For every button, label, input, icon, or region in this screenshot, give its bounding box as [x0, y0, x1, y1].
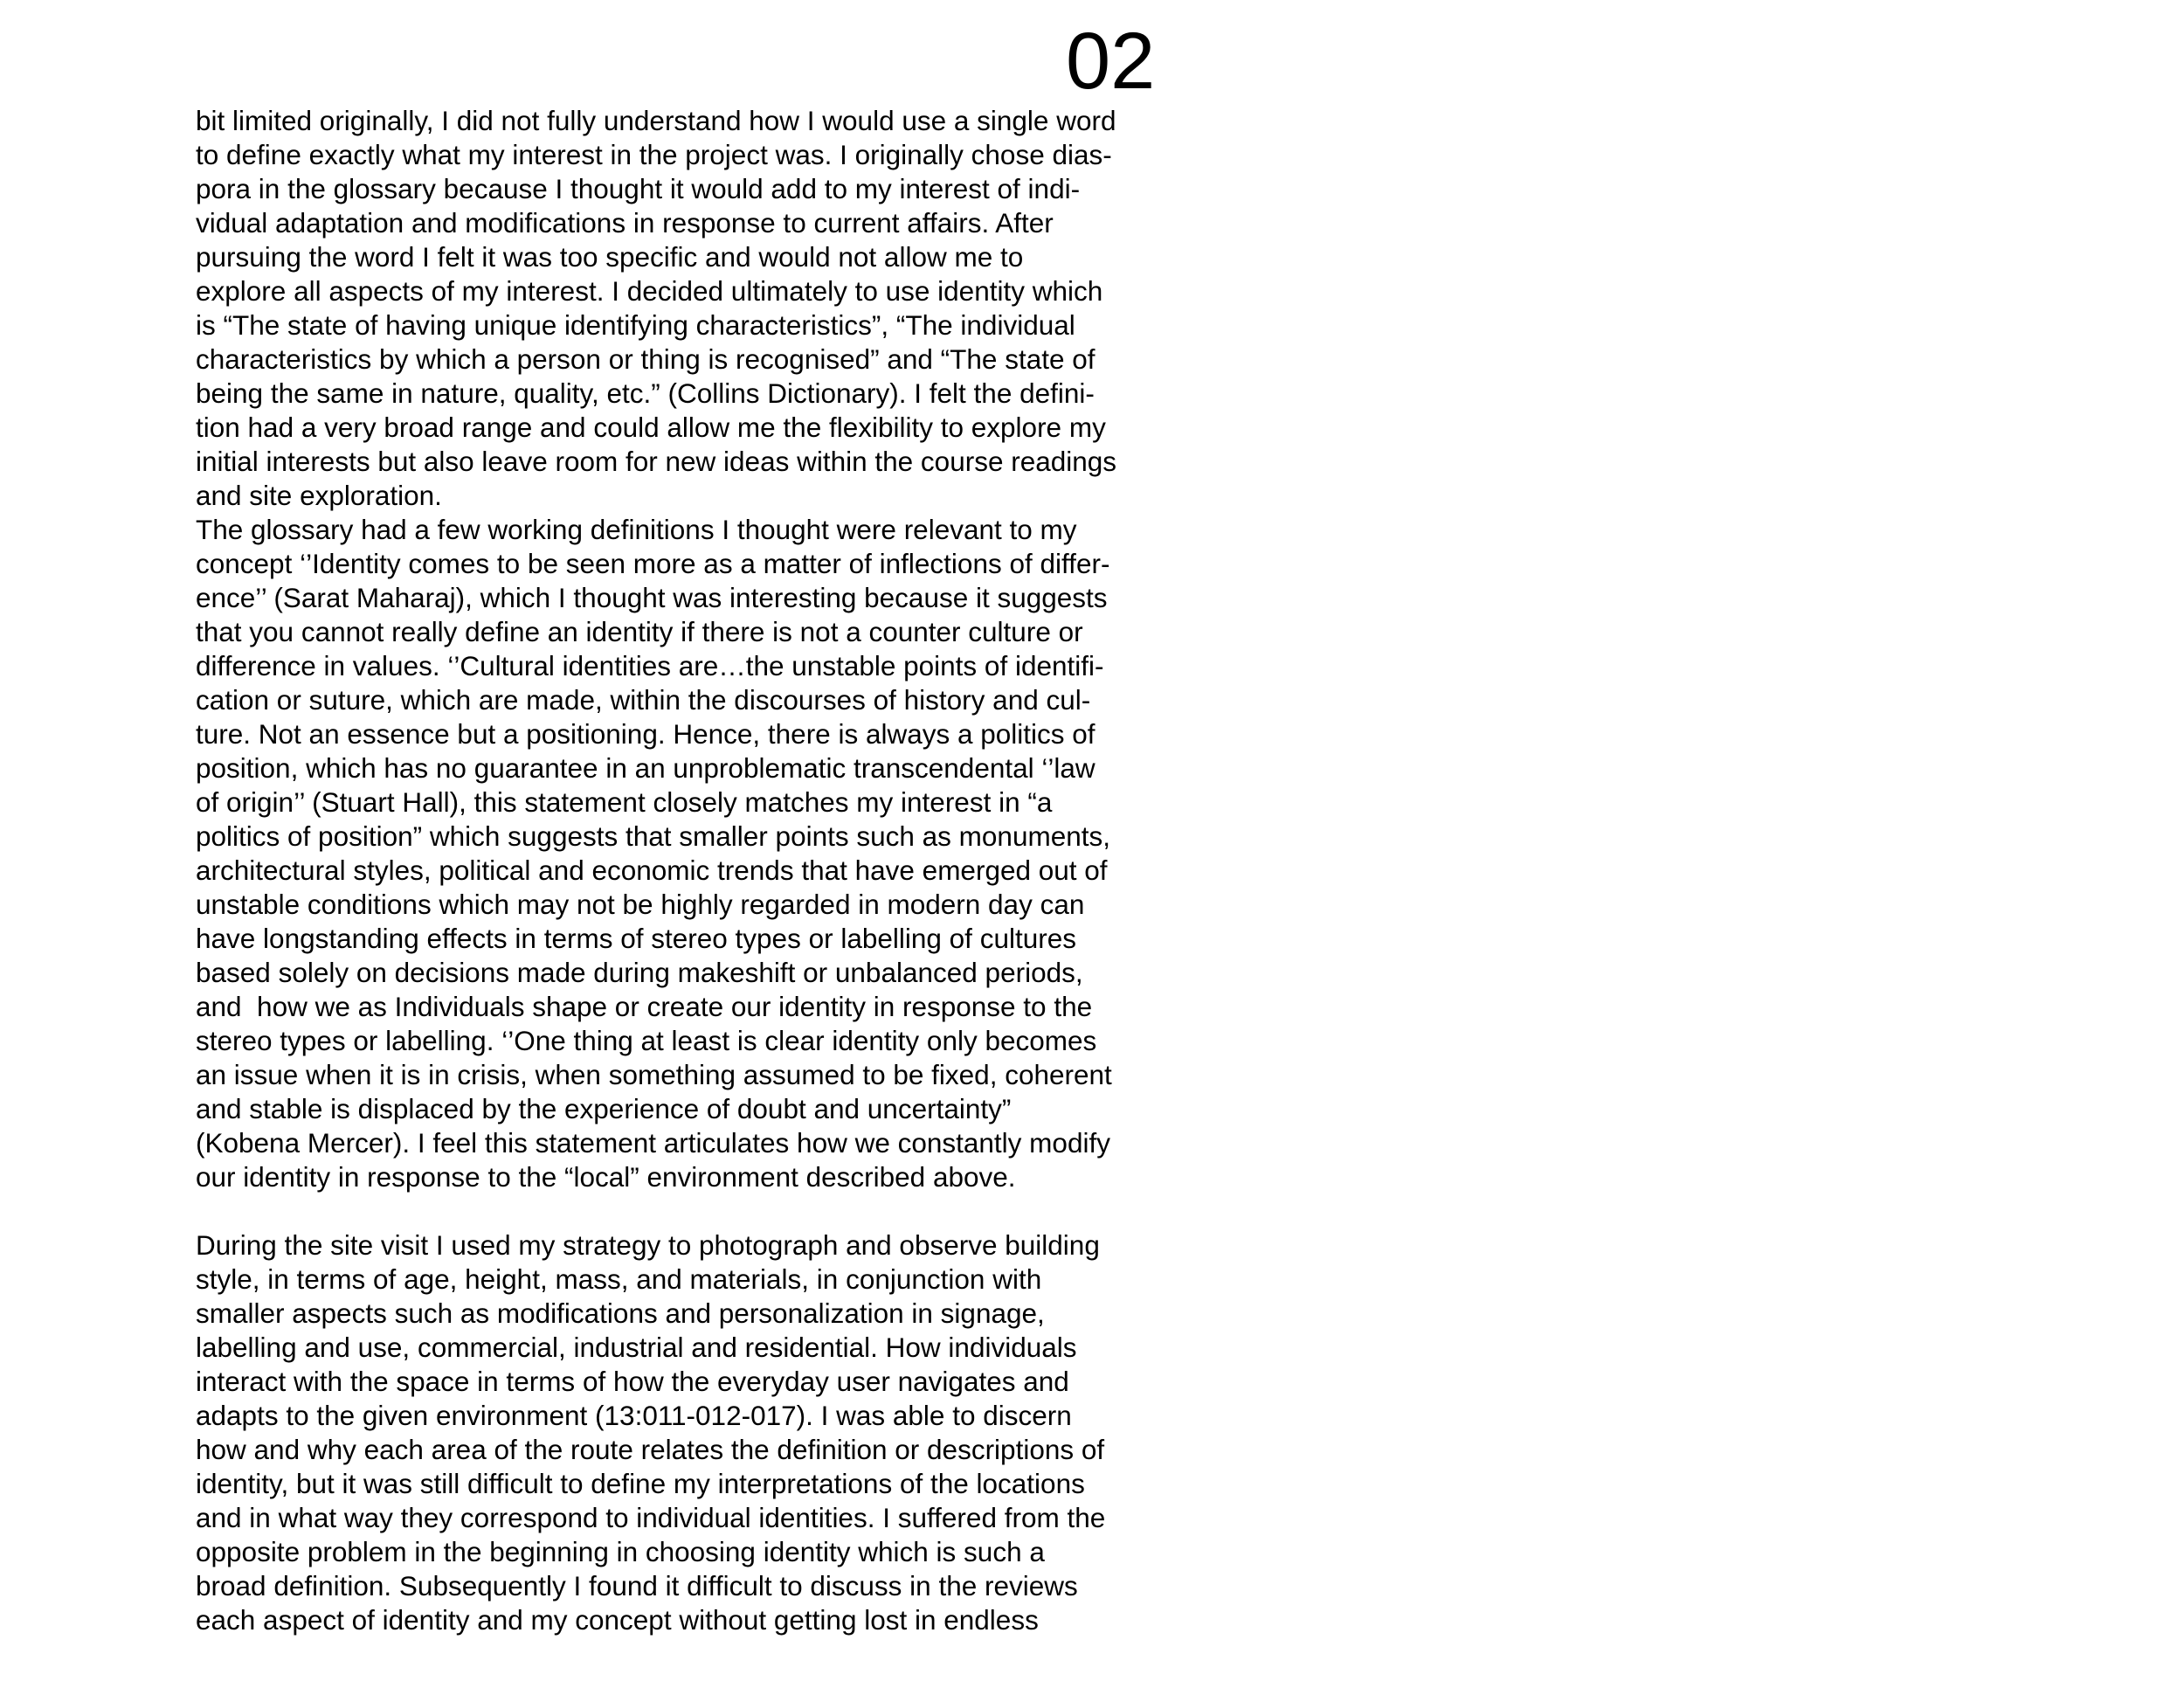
- paragraph-spacer: [196, 1194, 1165, 1228]
- text-line: characteristics by which a person or thing is recognised” and “The state of: [196, 343, 1095, 375]
- text-line: During the site visit I used my strategy to photograph and observe building: [196, 1229, 1100, 1261]
- text-line: and in what way they correspond to individual identities. I suffered from the: [196, 1502, 1106, 1533]
- text-line: and site exploration.: [196, 480, 442, 511]
- text-line: our identity in response to the “local” environment described above.: [196, 1161, 1016, 1193]
- text-line: position, which has no guarantee in an unproblematic transcendental ‘’law: [196, 752, 1095, 784]
- text-line: stereo types or labelling. ‘’One thing at least is clear identity only becomes: [196, 1025, 1097, 1056]
- text-line: each aspect of identity and my concept without getting lost in endless: [196, 1604, 1039, 1636]
- text-line: cation or suture, which are made, within the discourses of history and cul-: [196, 684, 1091, 716]
- text-line: is “The state of having unique identifying characteristics”, “The individual: [196, 309, 1075, 341]
- text-line: concept ‘’Identity comes to be seen more as a matter of inflections of differ-: [196, 548, 1110, 579]
- text-line: broad definition. Subsequently I found it difficult to discuss in the reviews: [196, 1570, 1078, 1602]
- text-line: of origin’’ (Stuart Hall), this statement closely matches my interest in “a: [196, 786, 1053, 818]
- text-line: have longstanding effects in terms of stereo types or labelling of cultures: [196, 923, 1076, 954]
- text-line: ture. Not an essence but a positioning. Hence, there is always a politics of: [196, 718, 1095, 750]
- text-line: identity, but it was still difficult to define my interpretations of the locations: [196, 1468, 1085, 1499]
- text-line: that you cannot really define an identity if there is not a counter culture or: [196, 616, 1083, 647]
- text-line: labelling and use, commercial, industrial and residential. How individuals: [196, 1332, 1077, 1363]
- paragraph: [196, 104, 1165, 513]
- text-line: bit limited originally, I did not fully understand how I would use a single word: [196, 105, 1116, 136]
- text-line: The glossary had a few working definitions I thought were relevant to my: [196, 514, 1077, 545]
- text-line: style, in terms of age, height, mass, and materials, in conjunction with: [196, 1263, 1042, 1295]
- body-text: [196, 104, 1165, 1637]
- text-line: tion had a very broad range and could allow me the flexibility to explore my: [196, 412, 1106, 443]
- paragraph: [196, 1228, 1165, 1637]
- text-line: pursuing the word I felt it was too specific and would not allow me to: [196, 241, 1024, 273]
- text-line: an issue when it is in crisis, when something assumed to be fixed, coherent: [196, 1059, 1112, 1090]
- text-line: unstable conditions which may not be highly regarded in modern day can: [196, 889, 1085, 920]
- text-line: based solely on decisions made during makeshift or unbalanced periods,: [196, 957, 1083, 988]
- text-line: initial interests but also leave room for new ideas within the course readings: [196, 446, 1117, 477]
- text-line: vidual adaptation and modifications in response to current affairs. After: [196, 207, 1054, 239]
- text-line: opposite problem in the beginning in choosing identity which is such a: [196, 1536, 1045, 1567]
- text-line: and how we as Individuals shape or create our identity in response to the: [196, 991, 1093, 1022]
- paragraph: [196, 513, 1165, 1194]
- text-line: ence’’ (Sarat Maharaj), which I thought was interesting because it suggests: [196, 582, 1108, 613]
- text-line: adapts to the given environment (13:011-012-017). I was able to discern: [196, 1400, 1072, 1431]
- text-line: explore all aspects of my interest. I decided ultimately to use identity which: [196, 275, 1103, 307]
- text-line: difference in values. ‘’Cultural identities are…the unstable points of identifi-: [196, 650, 1104, 681]
- text-line: how and why each area of the route relates the definition or descriptions of: [196, 1434, 1105, 1465]
- text-line: pora in the glossary because I thought it would add to my interest of indi-: [196, 173, 1081, 204]
- text-line: politics of position” which suggests that smaller points such as monuments,: [196, 820, 1110, 852]
- text-line: architectural styles, political and economic trends that have emerged out of: [196, 854, 1108, 886]
- text-line: to define exactly what my interest in the project was. I originally chose dias-: [196, 139, 1112, 170]
- text-line: smaller aspects such as modifications and personalization in signage,: [196, 1297, 1045, 1329]
- page-number: 02: [1066, 17, 1156, 106]
- text-line: being the same in nature, quality, etc.” (Collins Dictionary). I felt the defini-: [196, 377, 1095, 409]
- text-line: interact with the space in terms of how the everyday user navigates and: [196, 1366, 1069, 1397]
- text-line: (Kobena Mercer). I feel this statement articulates how we constantly modify: [196, 1127, 1110, 1159]
- text-line: and stable is displaced by the experience of doubt and uncertainty”: [196, 1093, 1012, 1124]
